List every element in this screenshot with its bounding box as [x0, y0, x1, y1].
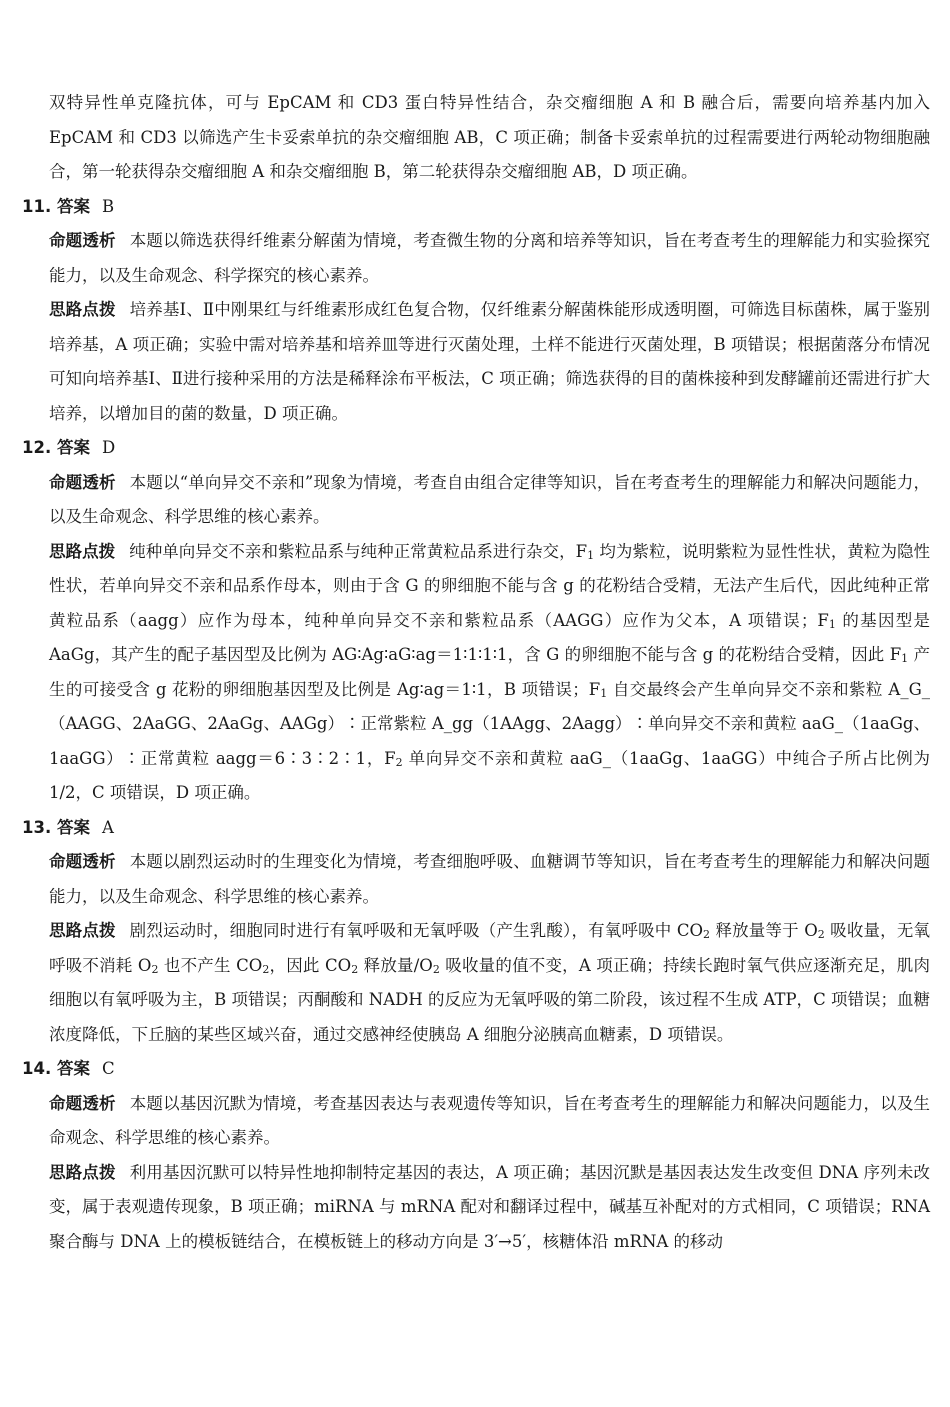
analysis-text: 也不产生 CO [158, 955, 263, 975]
intent-label: 命题透析 [49, 1093, 116, 1113]
answer-header [22, 1052, 930, 1087]
subscript: 2 [703, 928, 711, 941]
question-14 [22, 1052, 931, 1259]
question-number: 11. [22, 196, 52, 216]
subscript: 2 [351, 962, 359, 976]
analysis-text: 自交最终会产生单向异交不亲和紫粒 A_G_（AAGG、2AaGG、2AaGg、AAGg）∶正常紫粒 A_gg（1AAgg、2Aagg）∶单向异交不亲和黄粒 aaG_（1aaGg、1aaGG）∶正常黄粒 aagg＝6∶3∶2∶1，F [49, 679, 931, 768]
answer-header [22, 811, 930, 846]
subscript: 1 [828, 617, 836, 631]
answer-label: 答案 [56, 1059, 90, 1078]
answer-label: 答案 [56, 438, 90, 457]
intent-label: 命题透析 [49, 852, 116, 871]
analysis-text: 单向异交不亲和黄粒 aaG_（1aaGg、1aaGG）中纯合子所占比例为 1/2，C 项错误，D 项正确。 [49, 748, 930, 802]
analysis-text: 吸收量，无氧呼吸不消耗 O [49, 921, 930, 975]
intent-paragraph [49, 224, 930, 293]
analysis-text: 均为紫粒，说明紫粒为显性性状，黄粒为隐性性状，若单向异交不亲和品系作母本，则由于含 G 的卵细胞不能与含 g 的花粉结合受精，无法产生后代，因此纯种正常黄粒品系（aagg）应作为母本，纯种单向异交不亲和紫粒品系（AAGG）应作为父本，A 项错误；F [49, 541, 931, 630]
answer-header [22, 431, 930, 466]
answer-label: 答案 [56, 196, 90, 216]
analysis-text: 吸收量的值不变，A 项正确；持续长跑时氧气供应逐渐充足，肌肉细胞以有氧呼吸为主，B 项错误；丙酮酸和 NADH 的反应为无氧呼吸的第二阶段，该过程不生成 ATP，C 项错误；血糖浓度降低，下丘脑的某些区域兴奋，通过交感神经使胰岛 A 细胞分泌胰高血糖素，D 项错误。 [49, 955, 930, 1044]
question-number: 12. [22, 438, 52, 457]
analysis-text: 培养基Ⅰ、Ⅱ中刚果红与纤维素形成红色复合物，仅纤维素分解菌株能形成透明圈，可筛选目标菌株，属于鉴别培养基，A 项正确；实验中需对培养基和培养皿等进行灭菌处理，土样不能进行灭菌处理，B 项错误；根据菌落分布情况可知向培养基Ⅰ、Ⅱ进行接种采用的方法是稀释涂布平板法，C 项正确；筛选获得的目的菌株接种到发酵罐前还需进行扩大培养，以增加目的菌的数量，D 项正确。 [49, 300, 931, 423]
analysis-paragraph [49, 1156, 930, 1260]
analysis-paragraph [49, 293, 930, 431]
subscript: 1 [587, 548, 595, 562]
subscript: 2 [817, 928, 825, 941]
answer-value: D [101, 438, 116, 457]
analysis-text: ，因此 CO [269, 955, 352, 975]
intent-paragraph [49, 466, 930, 535]
intent-text: 本题以“单向异交不亲和”现象为情境，考查自由组合定律等知识，旨在考查考生的理解能力和解决问题能力，以及生命观念、科学思维的核心素养。 [49, 472, 931, 526]
analysis-label: 思路点拨 [49, 921, 116, 940]
answer-value: C [101, 1059, 115, 1078]
intent-paragraph [49, 845, 930, 914]
subscript: 2 [432, 962, 440, 976]
analysis-text: 纯种单向异交不亲和紫粒品系与纯种正常黄粒品系进行杂交，F [129, 541, 588, 561]
analysis-label: 思路点拨 [49, 1162, 116, 1182]
intent-text: 本题以筛选获得纤维素分解菌为情境，考查微生物的分离和培养等知识，旨在考查考生的理解能力和实验探究能力，以及生命观念、科学探究的核心素养。 [49, 231, 931, 285]
question-11 [22, 190, 931, 432]
subscript: 2 [262, 962, 270, 976]
subscript: 2 [395, 755, 403, 769]
analysis-text: 释放量等于 O [710, 921, 818, 940]
intent-text: 本题以基因沉默为情境，考查基因表达与表观遗传等知识，旨在考查考生的理解能力和解决问题能力，以及生命观念、科学思维的核心素养。 [49, 1093, 931, 1147]
intro-paragraph: 双特异性单克隆抗体，可与 EpCAM 和 CD3 蛋白特异性结合，杂交瘤细胞 A 和 B 融合后，需要向培养基内加入 EpCAM 和 CD3 以筛选产生卡妥索单抗的杂交瘤细胞 AB，C 项正确；制备卡妥索单抗的过程需要进行两轮动物细胞融合，第一轮获得杂交瘤细胞 A 和杂交瘤细胞 B，第二轮获得杂交瘤细胞 AB，D 项正确。 [49, 93, 930, 181]
analysis-text: 释放量/O [358, 955, 433, 975]
subscript: 2 [151, 962, 159, 976]
intent-text: 本题以剧烈运动时的生理变化为情境，考查细胞呼吸、血糖调节等知识，旨在考查考生的理解能力和解决问题能力，以及生命观念、科学思维的核心素养。 [49, 852, 931, 906]
question-13 [22, 811, 931, 1053]
analysis-label: 思路点拨 [49, 300, 116, 319]
question-12 [22, 431, 931, 811]
analysis-paragraph [49, 535, 930, 811]
question-number: 14. [22, 1059, 52, 1078]
answer-value: B [101, 196, 115, 216]
analysis-text: 的基因型是 AaGg，其产生的配子基因型及比例为 AG∶Ag∶aG∶ag＝1∶1∶1∶1，含 G 的卵细胞不能与含 g 的花粉结合受精，因此 F [49, 610, 931, 664]
subscript: 1 [901, 652, 909, 665]
intent-label: 命题透析 [49, 231, 116, 250]
intent-label: 命题透析 [49, 472, 116, 492]
analysis-text: 产生的可接受含 g 花粉的卵细胞基因型及比例是 Ag∶ag＝1∶1，B 项错误；F [49, 645, 931, 699]
answer-value: A [101, 817, 114, 837]
intent-paragraph [49, 1087, 930, 1156]
answer-header [22, 190, 930, 225]
analysis-text: 利用基因沉默可以特异性地抑制特定基因的表达，A 项正确；基因沉默是基因表达发生改变但 DNA 序列未改变，属于表观遗传现象，B 项正确；miRNA 与 mRNA 配对和翻译过程中，碱基互补配对的方式相同，C 项错误；RNA 聚合酶与 DNA 上的模板链结合，在模板链上的移动方向是 3′→5′，核糖体沿 mRNA 的移动 [49, 1162, 931, 1251]
question-number: 13. [22, 817, 52, 837]
analysis-text: 剧烈运动时，细胞同时进行有氧呼吸和无氧呼吸（产生乳酸），有氧呼吸中 CO [129, 921, 704, 940]
subscript: 1 [600, 686, 608, 700]
analysis-paragraph [49, 914, 930, 1052]
answer-label: 答案 [56, 817, 90, 837]
analysis-label: 思路点拨 [49, 541, 116, 561]
